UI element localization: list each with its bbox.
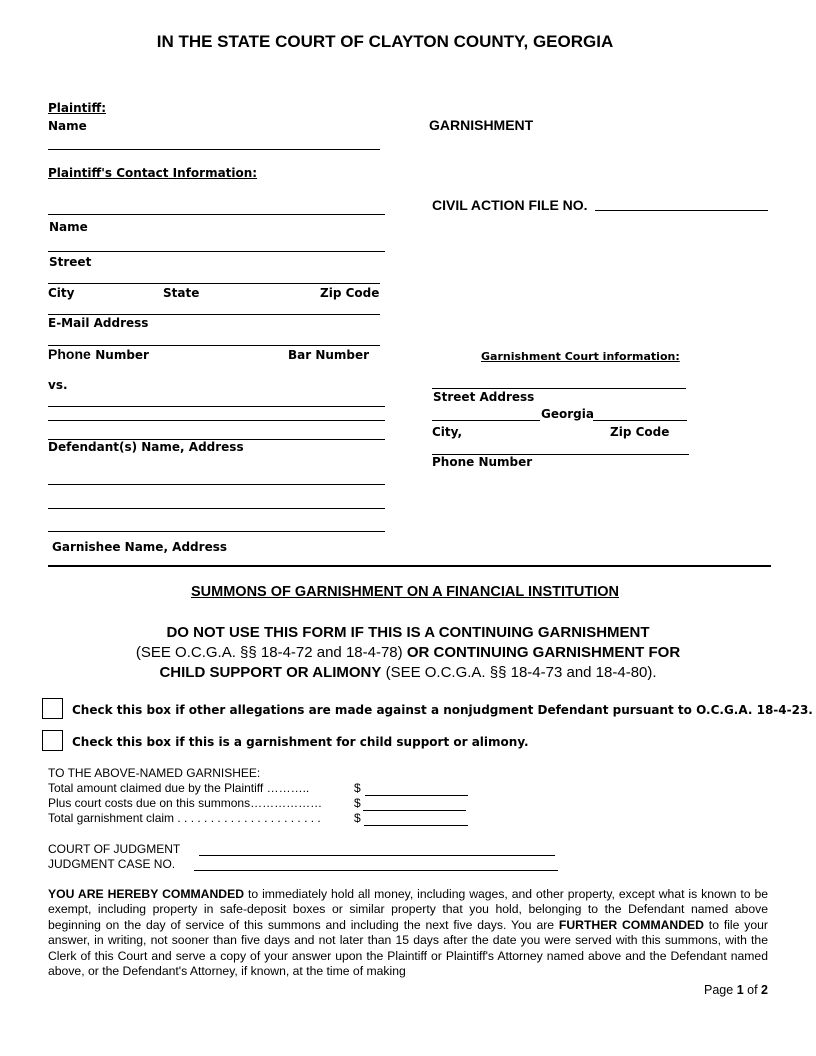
warning-line-2-bold: OR CONTINUING GARNISHMENT FOR <box>402 644 681 661</box>
warning-line-3-ref: (SEE O.C.G.A. §§ 18-4-73 and 18-4-80). <box>381 664 657 681</box>
court-of-judgment-field[interactable] <box>199 855 555 856</box>
plaintiff-name-line <box>48 149 380 150</box>
page-total: 2 <box>761 983 768 997</box>
plaintiff-heading: Plaintiff: <box>48 101 107 115</box>
street-line <box>48 251 385 252</box>
contact-name-line <box>48 214 385 215</box>
amount-claimed-label: Total amount claimed due by the Plaintiff ……….. <box>48 781 310 795</box>
total-claim-field[interactable] <box>364 825 468 826</box>
zip-label: Zip Code <box>320 286 380 300</box>
email-line <box>48 314 380 315</box>
plaintiff-name-label: Name <box>48 119 87 133</box>
page-number: 1 <box>736 983 744 997</box>
further-commanded-bold: FURTHER COMMANDED <box>558 917 704 932</box>
allegations-checkbox[interactable] <box>42 698 63 719</box>
summons-title: SUMMONS OF GARNISHMENT ON A FINANCIAL INSTITUTION <box>190 584 619 600</box>
vs-label: vs. <box>48 378 68 392</box>
street-label: Street <box>49 255 92 269</box>
command-paragraph <box>48 887 768 979</box>
city-label: City <box>48 286 75 300</box>
court-of-judgment-label: COURT OF JUDGMENT <box>48 842 181 856</box>
street-address-line <box>432 388 686 389</box>
total-claim-label: Total garnishment claim . . . . . . . . . . . . . . . . . . . . . . <box>48 811 321 825</box>
defendant-line-2 <box>48 420 385 421</box>
amount-claimed-field[interactable] <box>365 795 468 796</box>
defendant-label: Defendant(s) Name, Address <box>48 440 244 454</box>
georgia-label: Georgia <box>541 407 594 421</box>
allegations-checkbox-label: Check this box if other allegations are made against a nonjudgment Defendant pursuant to O.C.G.A. 18-4-23. <box>72 703 813 717</box>
total-claim-dollar: $ <box>354 811 361 825</box>
street-address-label: Street Address <box>433 390 535 404</box>
defendant-line-1 <box>48 406 385 407</box>
garnishee-label: Garnishee Name, Address <box>52 540 227 554</box>
further-commanded-text: to file your answer, in writing, not sooner than five days and not later than 15 days after the date you were served with this summons, with the Clerk of this Court and serve a copy of your answer upon the Plaintiff or Plaintiff's Attorney named above and the Defendant named above, or the Defendant's Attorney, if known, at the time of making <box>48 917 768 979</box>
page-footer <box>704 983 768 997</box>
judgment-case-field[interactable] <box>194 870 558 871</box>
plaintiff-contact-heading: Plaintiff's Contact Information: <box>48 166 258 180</box>
phone-label-small: Number <box>95 348 149 362</box>
city-line <box>432 420 540 421</box>
garnishee-line-1 <box>48 484 385 485</box>
warning-line-1: DO NOT USE THIS FORM IF THIS IS A CONTINUING GARNISHMENT <box>166 624 650 641</box>
court-costs-label: Plus court costs due on this summons……………… <box>48 796 323 810</box>
commanded-bold: YOU ARE HEREBY COMMANDED <box>48 887 245 901</box>
state-label: State <box>163 286 200 300</box>
phone-label <box>48 346 149 364</box>
court-city-label: City, <box>432 425 463 439</box>
zip-line <box>593 420 687 421</box>
email-label: E-Mail Address <box>48 316 149 330</box>
garnishee-heading: TO THE ABOVE-NAMED GARNISHEE: <box>48 766 261 780</box>
judgment-case-label: JUDGMENT CASE NO. <box>48 857 176 871</box>
civil-action-line <box>595 210 768 211</box>
page-word: Page <box>704 983 734 997</box>
section-divider <box>48 565 771 567</box>
child-support-checkbox-label: Check this box if this is a garnishment for child support or alimony. <box>72 735 529 749</box>
child-support-checkbox[interactable] <box>42 730 63 751</box>
warning-line-2-ref: (SEE O.C.G.A. §§ 18-4-72 and 18-4-78) <box>135 644 403 661</box>
warning-line-2 <box>0 644 816 661</box>
garnishee-line-2 <box>48 508 385 509</box>
court-title: IN THE STATE COURT OF CLAYTON COUNTY, GEORGIA <box>156 32 614 51</box>
court-costs-field[interactable] <box>363 810 466 811</box>
commanded-text: to immediately hold all money, including wages, and other property, except what is known to be exempt, including property in safe-deposit boxes or similar property that you hold, belonging to the Defendant named above beginning on the day of service of this summons and including the next five days. You are <box>48 887 768 932</box>
phone-label-big: Phone <box>48 346 91 362</box>
garnishee-line-3 <box>48 531 385 532</box>
court-zip-label: Zip Code <box>610 425 670 439</box>
court-phone-label: Phone Number <box>432 455 533 469</box>
court-info-heading: Garnishment Court information: <box>481 350 680 363</box>
of-word: of <box>747 983 758 997</box>
amount-claimed-dollar: $ <box>354 781 361 795</box>
contact-name-label: Name <box>49 220 88 234</box>
bar-number-label: Bar Number <box>288 348 370 362</box>
court-costs-dollar: $ <box>354 796 361 810</box>
warning-line-3-bold: CHILD SUPPORT OR ALIMONY <box>159 664 382 681</box>
civil-action-label: CIVIL ACTION FILE NO. <box>432 197 588 213</box>
garnishment-title: GARNISHMENT <box>429 117 534 133</box>
warning-line-3 <box>0 664 816 681</box>
city-state-zip-line <box>48 283 380 284</box>
